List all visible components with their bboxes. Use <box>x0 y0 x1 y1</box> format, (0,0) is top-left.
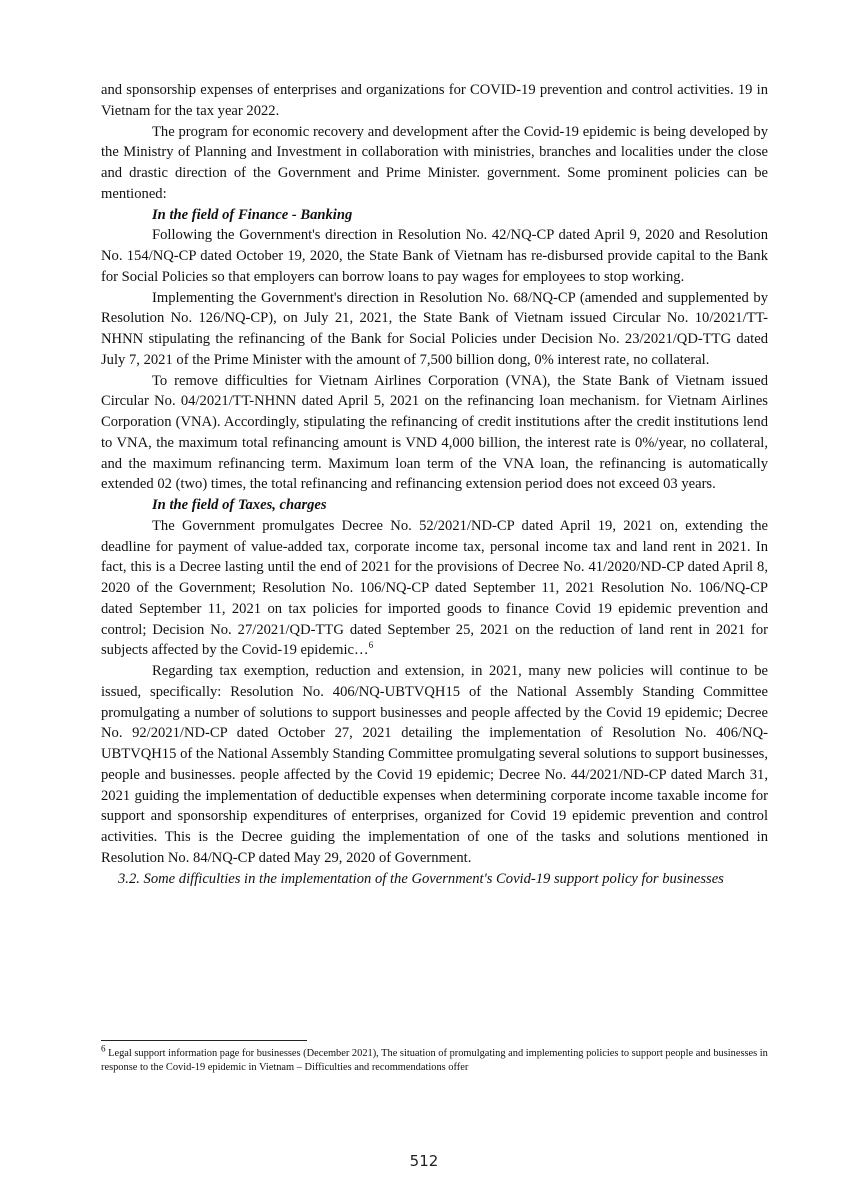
section-heading-3-2: 3.2. Some difficulties in the implementation of the Government's Covid-19 support policy for businesses <box>118 870 724 887</box>
footnote-divider <box>101 1040 307 1041</box>
paragraph-implementing: Implementing the Government's direction in Resolution No. 68/NQ-CP (amended and supplemented by Resolution No. 126/NQ-CP), on July 21, 2021, the State Bank of Vietnam issued Circular No. 10/2021/TT-NHNN stipulating the refinancing of the Bank for Social Policies under Decision No. 23/2021/QD-TTG dated July 7, 2021 of the Prime Minister with the amount of 7,500 billion dong, 0% interest rate, no collateral. <box>101 289 768 368</box>
footnote-number: 6 <box>101 1043 106 1054</box>
paragraph-program: The program for economic recovery and development after the Covid-19 epidemic is being developed by the Ministry of Planning and Investment in collaboration with ministries, branches and localities under the close and drastic direction of the Government and Prime Minister. government. Some prominent policies can be mentioned: <box>101 123 768 202</box>
subheading-finance-banking: In the field of Finance - Banking <box>152 206 353 223</box>
paragraph-vna: To remove difficulties for Vietnam Airlines Corporation (VNA), the State Bank of Vietnam issued Circular No. 04/2021/TT-NHNN dated April 5, 2021 on the refinancing loan mechanism. for Vietnam Airlines Corporation (VNA). Accordingly, stipulating the refinancing of credit institutions after the credit institutions lend to VNA, the maximum total refinancing amount is VND 4,000 billion, the interest rate is 0%/year, no collateral, and the maximum refinancing term. Maximum loan term of the VNA loan, the refinancing is automatically extended 02 (two) times, the total refinancing and refinancing extension period does not exceed 03 years. <box>101 372 768 493</box>
footnote <box>101 1043 768 1075</box>
subheading-taxes-charges: In the field of Taxes, charges <box>152 497 327 513</box>
page-body <box>101 80 768 889</box>
paragraph-following: Following the Government's direction in Resolution No. 42/NQ-CP dated April 9, 2020 and Resolution No. 154/NQ-CP dated October 19, 2020, the State Bank of Vietnam has re-disbursed provide capital to the Bank for Social Policies so that employers can borrow loans to pay wages for employees to stop working. <box>101 227 768 285</box>
paragraph-regarding: Regarding tax exemption, reduction and extension, in 2021, many new policies will continue to be issued, specifically: Resolution No. 406/NQ-UBTVQH15 of the National Assembly Standing Committee promulgating a number of solutions to support businesses and people affected by the Covid 19 epidemic; Decree No. 92/2021/ND-CP dated October 27, 2021 detailing the implementation of Resolution No. 406/NQ-UBTVQH15 of the National Assembly Standing Committee promulgating several solutions to support businesses, people and businesses. people affected by the Covid 19 epidemic; Decree No. 44/2021/ND-CP dated March 31, 2021 guiding the implementation of deductible expenses when determining corporate income taxable income for support and sponsorship expenditures of enterprises, organized for Covid 19 epidemic prevention and control activities. This is the Decree guiding the implementation of one of the tasks and solutions mentioned in Resolution No. 84/NQ-CP dated May 29, 2020 of Government. <box>101 663 768 866</box>
footnote-reference[interactable]: 6 <box>368 640 374 651</box>
paragraph-decree-52 <box>101 516 768 661</box>
paragraph-continuation: and sponsorship expenses of enterprises and organizations for COVID-19 prevention and control activities. 19 in Vietnam for the tax year 2022. <box>101 82 768 119</box>
footnote-text: Legal support information page for businesses (December 2021), The situation of promulgating and implementing policies to support people and businesses in response to the Covid-19 epidemic in Vietnam – Difficulties and recommendations offer <box>101 1048 768 1073</box>
paragraph-decree-52-text: The Government promulgates Decree No. 52/2021/ND-CP dated April 19, 2021 on, extending the deadline for payment of value-added tax, corporate income tax, personal income tax and land rent in 2021. In fact, this is a Decree lasting until the end of 2021 for the provisions of Decree No. 41/2020/ND-CP dated April 8, 2020 of the Government; Resolution No. 106/NQ-CP dated September 11, 2021 Resolution No. 106/NQ-CP dated September 11, 2021 on tax policies for imported goods to finance Covid 19 epidemic prevention and control; Decision No. 27/2021/QD-TTG dated September 25, 2021 on the reduction of land rent in 2021 for subjects affected by the Covid-19 epidemic… <box>101 517 768 659</box>
page-number: 512 <box>409 1152 439 1170</box>
